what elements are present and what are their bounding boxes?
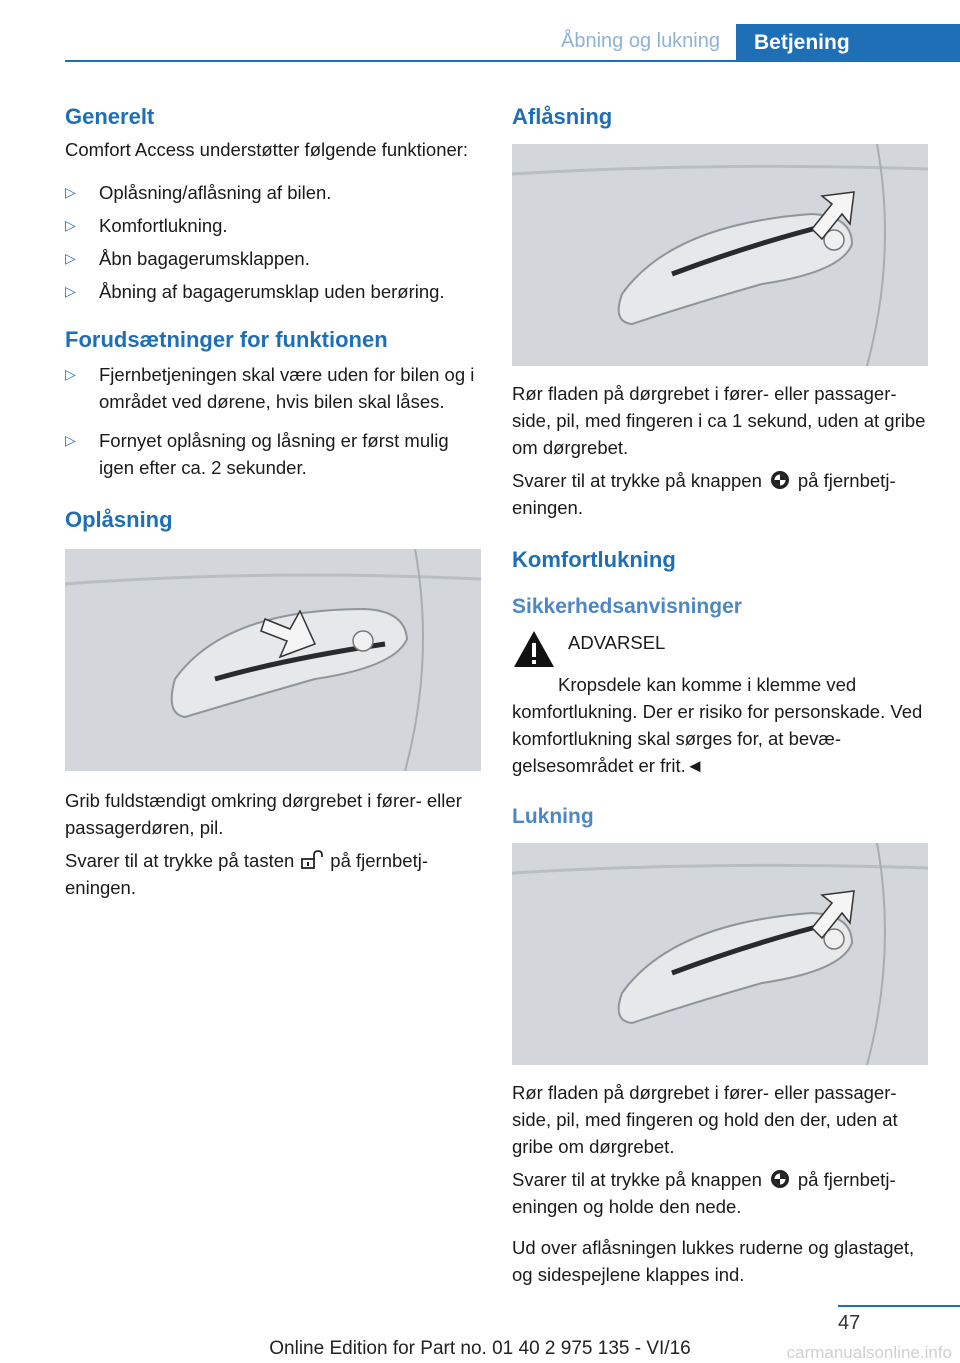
warning-text: Kropsdele kan komme i klemme ved komfortlukning. Der er risiko for personskade. Ved komfortlukning skal sørges for, at bevægelsesområdet er frit.◄ [512,674,923,776]
heading-sikkerhedsanvisninger: Sikkerhedsanvisninger [512,595,742,618]
door-handle-unlock-image [65,549,481,771]
heading-oplaasning: Oplåsning [65,507,173,532]
page-number: 47 [838,1312,861,1334]
warning-title: ADVARSEL [568,632,666,653]
header-chapter-tab: Betjening [736,24,960,62]
list-item-text: Åbn bagagerumsklappen. [99,248,310,269]
right-column [512,96,928,1288]
bmw-logo-key-icon [768,1169,792,1189]
triangle-bullet-icon: ▷ [65,366,76,382]
warning-triangle-icon [512,629,556,669]
heading-komfortlukning: Komfortlukning [512,547,676,572]
heading-generelt: Generelt [65,104,155,129]
list-item-text: Åbning af bagagerumsklap uden berøring. [99,281,445,302]
door-handle-close-image [512,843,928,1065]
generelt-intro: Comfort Access understøtter følgende funktioner: [65,139,469,160]
aflaasning-text-2 [512,467,928,521]
heading-lukning: Lukning [512,805,594,828]
heading-aflaasning: Aflåsning [512,104,613,129]
list-item [65,245,481,272]
triangle-bullet-icon: ▷ [65,184,76,200]
list-item-text: Fjernbetjeningen skal være uden for bilen og i området ved dørene, hvis bilen skal låses. [99,364,475,412]
lukning-text-3: Ud over aflåsningen lukkes ruderne og glastaget, og sidespejlene klappes ind. [512,1237,915,1285]
forudsaetninger-list [65,361,481,481]
list-item [65,179,481,206]
triangle-bullet-icon: ▷ [65,250,76,266]
list-item [65,212,481,239]
list-item-text: Komfortlukning. [99,215,228,236]
lukning-text-2 [512,1166,928,1220]
generelt-list [65,179,481,305]
bmw-logo-key-icon [768,470,792,490]
watermark: carmanualsonline.info [786,1343,952,1362]
oplaasning-text-2 [65,847,481,901]
lukning-text-1: Rør fladen på dørgrebet i fører- eller passagerside, pil, med fingeren og hold den der, uden at gribe om dørgrebet. [512,1082,898,1157]
left-column [65,96,481,901]
triangle-bullet-icon: ▷ [65,432,76,448]
door-handle-lock-image [512,144,928,366]
aflaasning-text-2-start: Svarer til at trykke på knappen [512,470,762,491]
unlock-key-icon [300,850,324,870]
oplaasning-text-2-end: på fjernbetjeningen. [65,850,429,898]
warning-content [568,629,665,669]
triangle-bullet-icon: ▷ [65,283,76,299]
oplaasning-text-2-start: Svarer til at trykke på tasten [65,850,295,871]
triangle-bullet-icon: ▷ [65,217,76,233]
warning-block [512,629,928,669]
footer-rule [838,1305,960,1307]
list-item [65,427,481,481]
list-item [65,361,481,415]
list-item [65,278,481,305]
lukning-text-2-start: Svarer til at trykke på knappen [512,1169,762,1190]
footer-edition-text: Online Edition for Part no. 01 40 2 975 135 - VI/16 [269,1338,691,1359]
aflaasning-text-1: Rør fladen på dørgrebet i fører- eller passagerside, pil, med fingeren i ca 1 sekund, uden at gribe om dørgrebet. [512,383,926,458]
header-section-title: Åbning og lukning [560,30,720,52]
header-rule [65,60,960,62]
oplaasning-text-1: Grib fuldstændigt omkring dørgrebet i fører- eller passagerdøren, pil. [65,790,462,838]
aflaasning-text-2-end: på fjernbetjeningen. [512,470,896,518]
list-item-text: Fornyet oplåsning og låsning er først mulig igen efter ca. 2 sekunder. [99,430,449,478]
list-item-text: Oplåsning/aflåsning af bilen. [99,182,332,203]
lukning-text-2-end: på fjernbetjeningen og holde den nede. [512,1169,896,1217]
heading-forudsaetninger: Forudsætninger for funktionen [65,327,388,352]
